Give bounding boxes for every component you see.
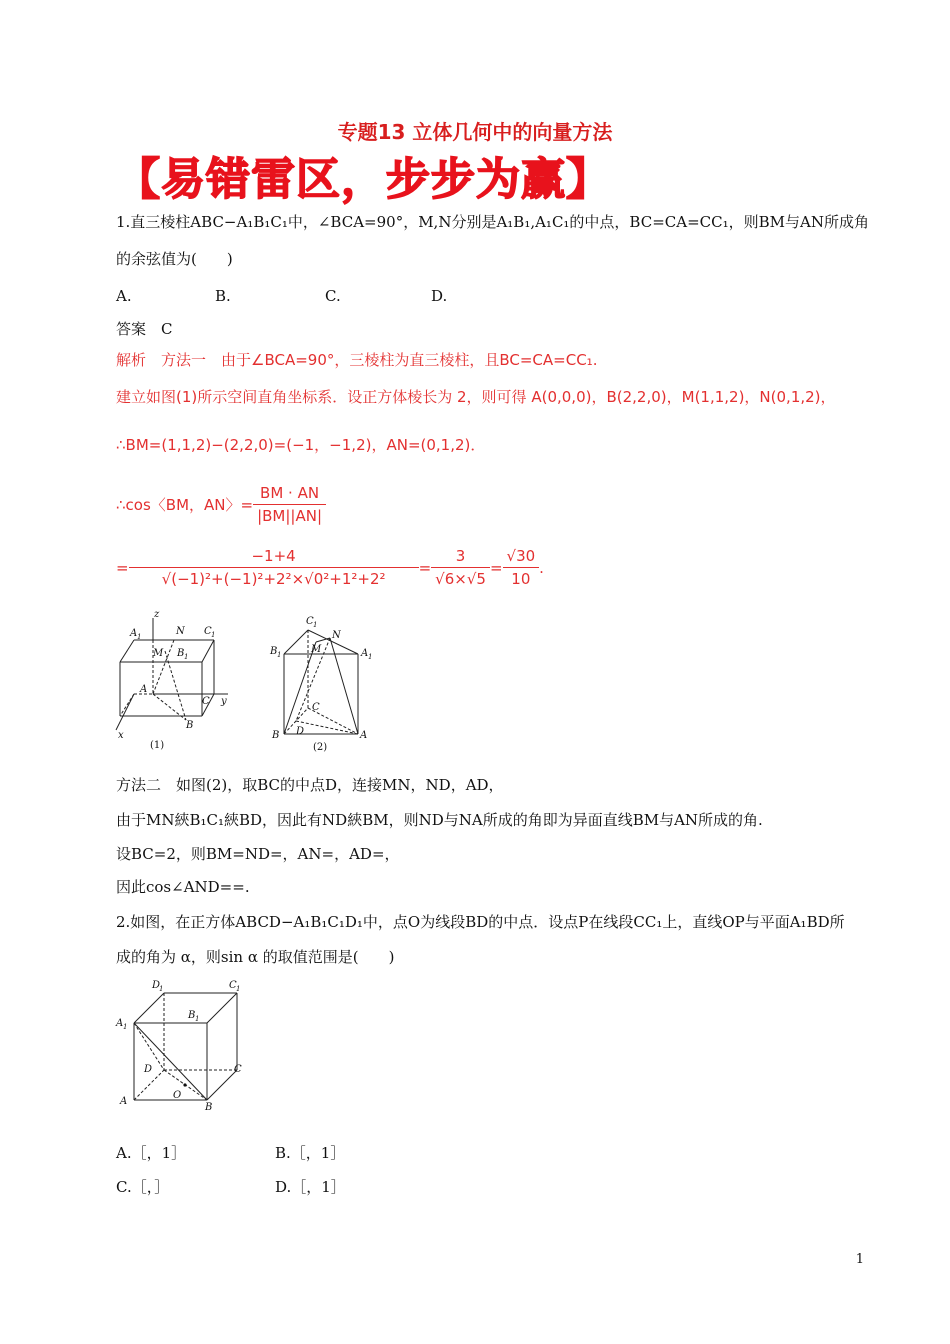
- eq-fraction-1: [129, 545, 419, 590]
- q1-solution-line1: 解析 方法一 由于∠BCA=90°，三棱柱为直三棱柱，且BC=CA=CC₁.: [116, 351, 598, 369]
- svg-text:D: D: [144, 1064, 153, 1075]
- eq-denominator-2: √6×√5: [435, 570, 486, 588]
- figure-1-prism: [110, 610, 250, 755]
- q2-option-a: A.［，1］: [116, 1144, 187, 1162]
- q1-solution-line2: 建立如图(1)所示空间直角坐标系．设正方体棱长为 2，则可得 A(0,0,0)，B(2,2,0)，M(1,1,2)，N(0,1,2)，: [116, 388, 836, 406]
- section-banner: 【易错雷区，步步为赢】: [116, 154, 611, 205]
- page-title: 专题13 立体几何中的向量方法: [337, 120, 613, 144]
- cos-lhs: ∴cos〈BM，AN〉=: [116, 495, 254, 514]
- q2-option-d: D.［，1］: [275, 1178, 346, 1196]
- svg-text:M: M: [153, 648, 164, 659]
- svg-text:D: D: [152, 980, 161, 991]
- svg-text:B: B: [272, 730, 280, 741]
- q1-option-b: B.: [215, 287, 231, 305]
- svg-text:x: x: [118, 730, 124, 741]
- svg-text:1: 1: [236, 985, 241, 993]
- eq-mid: =: [418, 558, 432, 577]
- svg-text:D: D: [296, 726, 305, 737]
- svg-text:C: C: [312, 702, 320, 713]
- q1-option-d: D.: [431, 287, 448, 305]
- q1-method2-line2: 由于MN綊B₁C₁綊BD，因此有ND綊BM，则ND与NA所成的角即为异面直线BM与AN所成的角.: [116, 811, 763, 829]
- svg-text:B: B: [186, 720, 194, 731]
- svg-text:1: 1: [313, 621, 318, 629]
- figure-1-caption: (1): [150, 740, 165, 751]
- svg-text:1: 1: [159, 985, 164, 993]
- svg-text:N: N: [332, 630, 341, 641]
- q1-option-a: A.: [116, 287, 132, 305]
- q2-stem-line1: 2.如图，在正方体ABCD−A₁B₁C₁D₁中，点O为线段BD的中点．设点P在线段CC₁上，直线OP与平面A₁BD所: [116, 913, 845, 931]
- eq-fraction-3: [503, 545, 540, 590]
- q2-option-b: B.［，1］: [275, 1144, 346, 1162]
- q1-cos-formula: [116, 482, 326, 527]
- q1-method2-line1: 方法二 如图(2)，取BC的中点D，连接MN，ND，AD，: [116, 776, 504, 794]
- svg-text:1: 1: [277, 651, 282, 659]
- q1-option-c: C.: [325, 287, 341, 305]
- figure-cube: [112, 978, 252, 1116]
- svg-text:M: M: [311, 644, 322, 655]
- svg-text:z: z: [154, 610, 160, 620]
- svg-text:A: A: [130, 628, 138, 639]
- svg-text:C: C: [306, 616, 314, 627]
- svg-text:A: A: [361, 648, 369, 659]
- eq-numerator-1: −1+4: [129, 545, 419, 568]
- svg-text:C: C: [229, 980, 237, 991]
- svg-text:y: y: [221, 696, 227, 707]
- q2-option-c: C.［，］: [116, 1178, 170, 1196]
- cos-numerator: BM · AN: [253, 482, 326, 505]
- figure-2-caption: (2): [313, 742, 328, 753]
- eq-prefix: =: [116, 558, 129, 577]
- eq-mid-2: =: [489, 558, 503, 577]
- cos-denominator: |BM||AN|: [257, 507, 323, 525]
- figure-2-prism: [268, 612, 378, 757]
- eq-numerator-2: 3: [431, 545, 490, 568]
- eq-numerator-3: √30: [503, 545, 540, 568]
- svg-text:B: B: [205, 1102, 213, 1113]
- svg-text:1: 1: [184, 653, 189, 661]
- page-number: 1: [855, 1252, 864, 1267]
- eq-fraction-2: [431, 545, 490, 590]
- q1-method2-line4: 因此cos∠AND==.: [116, 878, 250, 896]
- eq-denominator-3: 10: [511, 570, 531, 588]
- q1-cos-evaluation: [116, 545, 544, 590]
- eq-end: .: [539, 558, 544, 577]
- svg-text:A: A: [116, 1018, 124, 1029]
- svg-text:1: 1: [195, 1015, 200, 1023]
- svg-text:A: A: [120, 1096, 128, 1107]
- svg-text:C: C: [202, 696, 210, 707]
- svg-text:1: 1: [368, 653, 373, 661]
- svg-text:B: B: [177, 648, 185, 659]
- svg-text:C: C: [204, 626, 212, 637]
- q1-stem-line2: 的余弦值为( ): [116, 250, 233, 268]
- q1-answer: 答案 C: [116, 320, 173, 338]
- svg-text:1: 1: [211, 631, 216, 639]
- svg-text:O: O: [173, 1090, 182, 1101]
- svg-text:1: 1: [137, 633, 142, 641]
- eq-denominator-1: √(−1)²+(−1)²+2²×√0²+1²+2²: [161, 570, 386, 588]
- svg-text:C: C: [234, 1064, 242, 1075]
- q1-solution-line3: ∴BM=(1,1,2)−(2,2,0)=(−1，−1,2)，AN=(0,1,2)．: [116, 436, 486, 454]
- svg-text:B: B: [270, 646, 278, 657]
- svg-text:N: N: [176, 626, 185, 637]
- q2-stem-line2: 成的角为 α，则sin α 的取值范围是( ): [116, 948, 395, 966]
- q1-stem-line1: 1.直三棱柱ABC−A₁B₁C₁中，∠BCA=90°，M,N分别是A₁B₁,A₁C₁的中点，BC=CA=CC₁，则BM与AN所成角: [116, 213, 869, 231]
- svg-text:1: 1: [123, 1023, 128, 1031]
- cos-fraction: [253, 482, 326, 527]
- svg-text:A: A: [140, 684, 148, 695]
- svg-text:B: B: [188, 1010, 196, 1021]
- svg-text:A: A: [360, 730, 368, 741]
- q1-method2-line3: 设BC=2，则BM=ND=，AN=，AD=，: [116, 845, 400, 863]
